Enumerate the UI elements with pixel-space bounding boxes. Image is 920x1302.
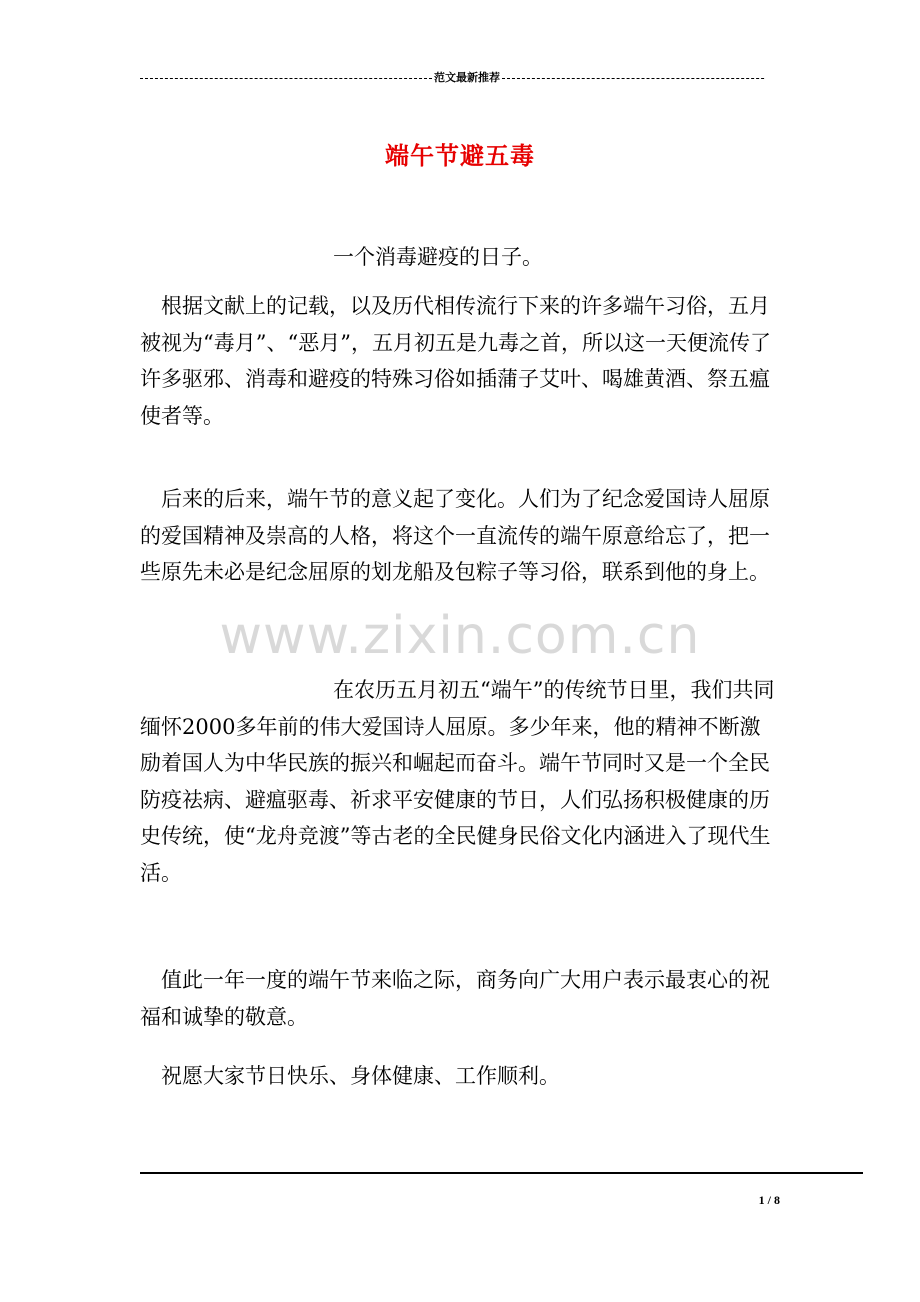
header-dash-right	[502, 78, 765, 79]
paragraph-intro: 一个消毒避疫的日子。	[333, 245, 543, 269]
paragraph-wishes: 祝愿大家节日快乐、身体健康、工作顺利。	[161, 1064, 560, 1088]
document-title: 端午节避五毒	[385, 141, 535, 171]
header-label: 范文最新推荐	[434, 72, 500, 85]
paragraph-greeting: 值此一年一度的端午节来临之际，商务向广大用户表示最衷心的祝福和诚挚的敬意。	[140, 968, 770, 1029]
page-number: 1 / 8	[758, 1193, 780, 1207]
paragraph-change: 后来的后来，端午节的意义起了变化。人们为了纪念爱国诗人屈原的爱国精神及崇高的人格，将这个一直流传的端午原意给忘了，把一些原先未必是纪念屈原的划龙船及包粽子等习俗，联系到他的身上。	[140, 487, 770, 584]
header-dash-left	[140, 78, 432, 79]
footer-rule	[140, 1172, 863, 1174]
watermark: www.zixin.com.cn	[219, 606, 701, 666]
paragraph-history: 根据文献上的记载，以及历代相传流行下来的许多端午习俗，五月被视为“毒月”、“恶月”，五月初五是九毒之首，所以这一天便流传了许多驱邪、消毒和避疫的特殊习俗如插蒲子艾叶、喝雄黄酒、祭五瘟使者等。	[140, 294, 771, 428]
paragraph-commemoration: 在农历五月初五“端午”的传统节日里，我们共同缅怀2000多年前的伟大爱国诗人屈原。多少年来，他的精神不断激励着国人为中华民族的振兴和崛起而奋斗。端午节同时又是一个全民防疫祛病、避瘟驱毒、祈求平安健康的节日，人们弘扬积极健康的历史传统，使“龙舟竞渡”等古老的全民健身民俗文化内涵进入了现代生活。	[140, 678, 775, 885]
page-header	[140, 68, 765, 88]
